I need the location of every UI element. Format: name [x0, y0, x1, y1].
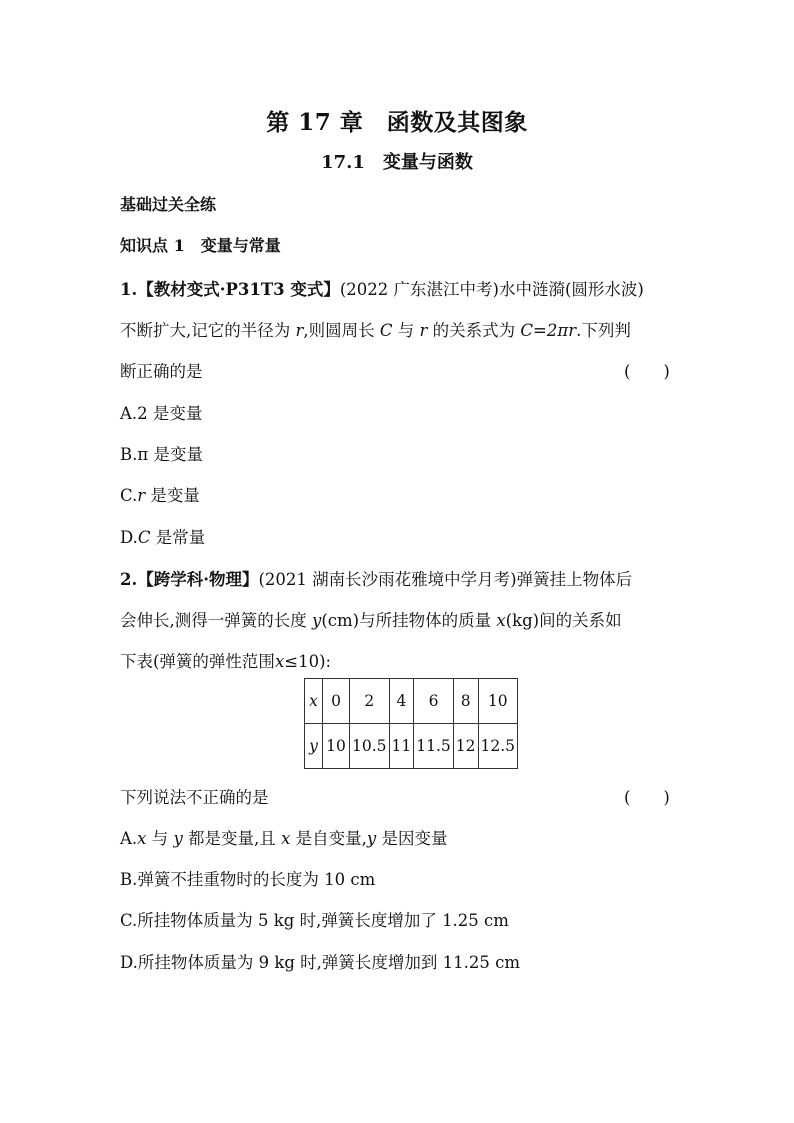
q2-line-2 — [120, 607, 622, 631]
q1-line-1 — [120, 276, 644, 300]
option-text: 是因变量 — [376, 829, 448, 848]
q1-line-3: 断正确的是 — [120, 362, 203, 381]
table-header-cell: y — [305, 724, 323, 769]
q1-text: 与 — [392, 321, 420, 340]
q1-answer-bracket[interactable]: ( ) — [624, 362, 670, 381]
table-cell: 2 — [350, 679, 390, 724]
q1-text: 不断扩大,记它的半径为 — [120, 321, 296, 340]
option-var: y — [366, 829, 377, 848]
q2-text: (kg)间的关系如 — [505, 611, 622, 630]
q1-option-c — [120, 482, 200, 506]
q2-text: (cm)与所挂物体的质量 — [321, 611, 497, 630]
q1-option-b: B.π 是变量 — [120, 445, 203, 464]
q2-var-y: y — [312, 611, 322, 630]
table-cell: 10 — [323, 724, 350, 769]
q1-var-c: C — [379, 321, 393, 340]
q2-text: ≤10): — [284, 652, 332, 671]
section-title: 17.1 变量与函数 — [321, 152, 473, 173]
q1-option-a: A.2 是变量 — [120, 404, 203, 423]
option-text: 都是变量,且 — [182, 829, 282, 848]
q2-var-x: x — [496, 611, 506, 630]
table-row-y — [305, 724, 518, 769]
q2-number: 2. — [120, 570, 138, 589]
option-var: x — [137, 829, 147, 848]
q1-var-r: r — [295, 321, 304, 340]
q2-option-b: B.弹簧不挂重物时的长度为 10 cm — [120, 870, 376, 889]
option-prefix: C. — [120, 486, 138, 505]
option-var: y — [173, 829, 183, 848]
q2-text: 下表(弹簧的弹性范围 — [120, 652, 275, 671]
q1-option-d — [120, 524, 205, 548]
q1-number: 1. — [120, 280, 138, 299]
q1-text: .下列判 — [576, 321, 631, 340]
option-text: 与 — [146, 829, 174, 848]
option-prefix: A. — [120, 829, 138, 848]
table-cell: 12.5 — [478, 724, 518, 769]
q1-text: ,则圆周长 — [303, 321, 380, 340]
q2-line-3 — [120, 648, 331, 672]
table-cell: 4 — [389, 679, 414, 724]
option-text: 是自变量, — [290, 829, 367, 848]
table-cell: 0 — [323, 679, 350, 724]
q1-source: (2022 广东湛江中考)水中涟漪(圆形水波) — [339, 280, 644, 299]
q1-text: 的关系式为 — [427, 321, 521, 340]
option-text: 是常量 — [150, 528, 206, 547]
q2-source: (2021 湖南长沙雨花雅境中学月考)弹簧挂上物体后 — [258, 570, 633, 589]
q1-formula: C=2πr — [520, 321, 577, 340]
q2-tag: 【跨学科·物理】 — [137, 570, 259, 589]
q2-option-d: D.所挂物体质量为 9 kg 时,弹簧长度增加到 11.25 cm — [120, 953, 521, 972]
q2-line-4: 下列说法不正确的是 — [120, 788, 269, 807]
option-var: C — [137, 528, 151, 547]
table-cell: 6 — [414, 679, 454, 724]
q2-var-x: x — [274, 652, 285, 671]
table-cell: 11 — [389, 724, 414, 769]
table-cell: 11.5 — [414, 724, 454, 769]
table-cell: 10.5 — [350, 724, 390, 769]
option-text: 是变量 — [145, 486, 200, 505]
table-cell: 12 — [453, 724, 478, 769]
table-header-cell: x — [305, 679, 323, 724]
knowledge-point-heading: 知识点 1 变量与常量 — [120, 236, 281, 255]
table-cell: 8 — [453, 679, 478, 724]
option-prefix: D. — [120, 528, 138, 547]
table-cell: 10 — [478, 679, 518, 724]
practice-heading: 基础过关全练 — [120, 195, 217, 214]
option-var: r — [137, 486, 146, 505]
table-row-x — [305, 679, 518, 724]
q1-line-2 — [120, 317, 631, 341]
option-var: x — [281, 829, 291, 848]
chapter-title: 第 17 章 函数及其图象 — [266, 109, 528, 136]
q2-answer-bracket[interactable]: ( ) — [624, 788, 670, 807]
q2-option-c: C.所挂物体质量为 5 kg 时,弹簧长度增加了 1.25 cm — [120, 911, 509, 930]
spring-data-table — [304, 678, 518, 769]
q2-option-a — [120, 825, 447, 849]
q2-line-1 — [120, 566, 632, 590]
q2-text: 会伸长,测得一弹簧的长度 — [120, 611, 312, 630]
q1-tag: 【教材变式·P31T3 变式】 — [137, 280, 340, 299]
q1-var-r: r — [419, 321, 428, 340]
